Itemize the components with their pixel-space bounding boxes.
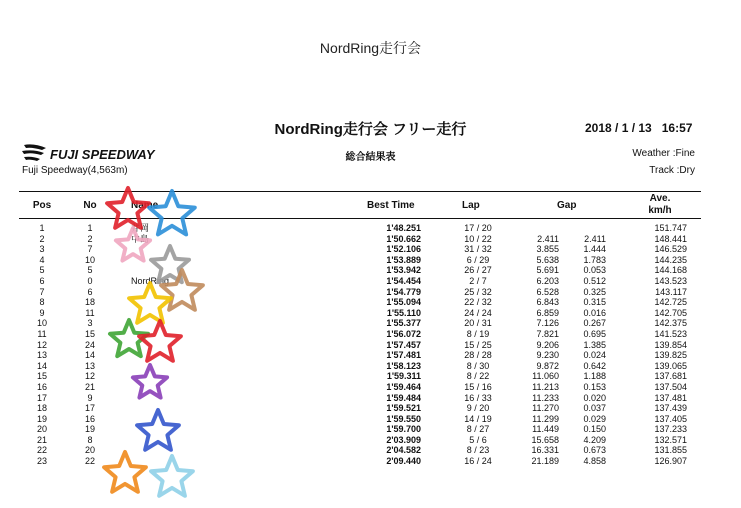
cell-ave-speed: 131.855 bbox=[654, 445, 687, 456]
cell-gap-leader: 9.206 bbox=[536, 339, 559, 350]
cell-pos: 8 bbox=[39, 297, 45, 308]
results-table bbox=[19, 191, 701, 467]
cell-gap-leader: 11.060 bbox=[532, 371, 559, 382]
cell-pos: 13 bbox=[36, 350, 47, 361]
cell-gap-leader: 6.843 bbox=[536, 297, 559, 308]
cell-ave-speed: 137.233 bbox=[654, 424, 687, 435]
cell-no: 21 bbox=[84, 381, 95, 392]
header-ave-unit: km/h bbox=[648, 205, 672, 216]
cell-gap-leader: 7.821 bbox=[536, 328, 559, 339]
cell-no: 11 bbox=[85, 307, 95, 318]
cell-lap: 8 / 19 bbox=[466, 328, 490, 339]
header-ave bbox=[635, 193, 685, 217]
cell-pos: 1 bbox=[39, 223, 45, 233]
cell-gap-leader: 2.411 bbox=[537, 233, 559, 244]
cell-ave-speed: 144.235 bbox=[654, 254, 687, 265]
cell-pos: 4 bbox=[39, 254, 45, 265]
cell-best-time: 2'04.582 bbox=[386, 445, 421, 456]
cell-gap-previous: 0.695 bbox=[583, 328, 606, 339]
cell-pos: 6 bbox=[39, 275, 45, 286]
cell-no: 18 bbox=[84, 297, 95, 308]
cell-no: 13 bbox=[84, 360, 95, 371]
cell-no: 8 bbox=[87, 434, 93, 445]
cell-pos: 22 bbox=[36, 445, 47, 456]
cell-gap-previous: 0.150 bbox=[583, 424, 606, 435]
table-row bbox=[19, 223, 701, 234]
cell-no: 22 bbox=[84, 456, 95, 467]
cell-pos: 3 bbox=[39, 244, 45, 255]
track-name: Fuji Speedway(4,563m) bbox=[22, 165, 128, 176]
cell-lap: 22 / 32 bbox=[464, 297, 492, 308]
cell-gap-leader: 6.203 bbox=[536, 275, 559, 286]
cell-gap-previous: 0.315 bbox=[583, 297, 606, 308]
cell-best-time: 1'57.457 bbox=[386, 339, 421, 350]
cell-ave-speed: 132.571 bbox=[654, 434, 687, 445]
track-condition-label: Track :Dry bbox=[649, 165, 695, 176]
header-pos: Pos bbox=[32, 200, 52, 211]
table-row bbox=[19, 361, 701, 372]
cell-lap: 15 / 16 bbox=[464, 381, 492, 392]
logo-text: FUJI SPEEDWAY bbox=[50, 147, 155, 162]
cell-ave-speed: 137.405 bbox=[654, 413, 687, 424]
header-name: Name bbox=[131, 200, 159, 211]
table-row bbox=[19, 265, 701, 276]
cell-gap-leader: 11.449 bbox=[532, 424, 559, 435]
table-row bbox=[19, 393, 701, 404]
cell-gap-leader: 6.859 bbox=[536, 307, 559, 318]
cell-lap: 5 / 6 bbox=[469, 434, 487, 445]
cell-pos: 20 bbox=[36, 424, 47, 435]
cell-no: 7 bbox=[87, 244, 93, 255]
table-row bbox=[19, 382, 701, 393]
cell-ave-speed: 146.529 bbox=[654, 244, 687, 255]
header-gap: Gap bbox=[557, 200, 577, 211]
cell-ave-speed: 144.168 bbox=[654, 265, 687, 276]
cell-no: 15 bbox=[84, 328, 95, 339]
table-row bbox=[19, 297, 701, 308]
table-row bbox=[19, 456, 701, 467]
cell-best-time: 1'58.123 bbox=[386, 360, 421, 371]
cell-best-time: 1'59.700 bbox=[386, 424, 421, 435]
cell-lap: 8 / 30 bbox=[466, 360, 490, 371]
cell-no: 1 bbox=[87, 223, 93, 233]
cell-pos: 15 bbox=[36, 371, 47, 382]
cell-best-time: 1'55.110 bbox=[386, 307, 421, 318]
table-row bbox=[19, 340, 701, 351]
table-row bbox=[19, 424, 701, 435]
cell-ave-speed: 142.375 bbox=[654, 318, 687, 329]
cell-ave-speed: 142.705 bbox=[654, 307, 687, 318]
weather-label: Weather :Fine bbox=[632, 148, 695, 159]
cell-ave-speed: 142.725 bbox=[654, 297, 687, 308]
cell-no: 9 bbox=[87, 392, 93, 403]
cell-lap: 17 / 20 bbox=[464, 223, 492, 233]
cell-name: 中島 bbox=[131, 233, 150, 244]
cell-pos: 5 bbox=[39, 265, 45, 276]
cell-best-time: 1'56.072 bbox=[386, 328, 421, 339]
cell-lap: 31 / 32 bbox=[464, 244, 492, 255]
cell-gap-leader: 9.230 bbox=[536, 350, 559, 361]
cell-lap: 9 / 20 bbox=[466, 403, 490, 414]
cell-gap-previous: 0.020 bbox=[583, 392, 606, 403]
cell-gap-leader: 6.528 bbox=[536, 286, 559, 297]
document-subtitle: 総合結果表 bbox=[345, 152, 396, 163]
table-row bbox=[19, 308, 701, 319]
cell-lap: 8 / 22 bbox=[466, 371, 490, 382]
cell-best-time: 1'59.550 bbox=[386, 413, 421, 424]
cell-lap: 25 / 32 bbox=[464, 286, 492, 297]
cell-no: 3 bbox=[87, 318, 93, 329]
page-header: NordRing走行会 bbox=[319, 40, 422, 56]
cell-best-time: 2'03.909 bbox=[386, 434, 421, 445]
cell-pos: 11 bbox=[37, 328, 47, 339]
cell-best-time: 2'09.440 bbox=[386, 456, 421, 467]
cell-gap-previous: 0.016 bbox=[583, 307, 606, 318]
header-no: No bbox=[83, 200, 97, 211]
cell-lap: 8 / 27 bbox=[466, 424, 490, 435]
cell-pos: 16 bbox=[36, 381, 47, 392]
table-row bbox=[19, 318, 701, 329]
document-datetime: 2018 / 1 / 13 16:57 bbox=[585, 121, 693, 135]
cell-no: 10 bbox=[84, 254, 95, 265]
cell-lap: 2 / 7 bbox=[469, 275, 487, 286]
cell-gap-previous: 0.053 bbox=[583, 265, 606, 276]
table-row bbox=[19, 445, 701, 456]
header-best-time: Best Time bbox=[367, 200, 415, 211]
cell-lap: 8 / 23 bbox=[466, 445, 490, 456]
table-row bbox=[19, 350, 701, 361]
table-header bbox=[19, 191, 701, 219]
cell-gap-previous: 1.444 bbox=[583, 244, 606, 255]
cell-best-time: 1'53.889 bbox=[386, 254, 421, 265]
cell-gap-previous: 0.512 bbox=[583, 275, 606, 286]
cell-ave-speed: 137.481 bbox=[654, 392, 687, 403]
cell-gap-leader: 11.233 bbox=[532, 392, 559, 403]
cell-gap-previous: 1.783 bbox=[583, 254, 606, 265]
cell-gap-previous: 0.267 bbox=[583, 318, 606, 329]
table-row bbox=[19, 414, 701, 425]
table-row bbox=[19, 234, 701, 245]
cell-lap: 15 / 25 bbox=[464, 339, 492, 350]
table-row bbox=[19, 276, 701, 287]
cell-best-time: 1'59.484 bbox=[386, 392, 421, 403]
cell-gap-previous: 2.411 bbox=[584, 233, 606, 244]
cell-gap-previous: 0.029 bbox=[583, 413, 606, 424]
cell-name: 井岡 bbox=[131, 223, 150, 233]
cell-ave-speed: 137.439 bbox=[654, 403, 687, 414]
cell-lap: 20 / 31 bbox=[464, 318, 492, 329]
table-row bbox=[19, 255, 701, 266]
cell-lap: 26 / 27 bbox=[464, 265, 492, 276]
cell-name: NordRing bbox=[131, 275, 170, 286]
cell-gap-previous: 0.037 bbox=[583, 403, 606, 414]
cell-pos: 21 bbox=[36, 434, 47, 445]
cell-ave-speed: 141.523 bbox=[654, 328, 687, 339]
cell-gap-leader: 3.855 bbox=[536, 244, 559, 255]
cell-best-time: 1'55.377 bbox=[386, 318, 421, 329]
cell-pos: 18 bbox=[36, 403, 47, 414]
cell-ave-speed: 139.854 bbox=[654, 339, 687, 350]
cell-gap-leader: 16.331 bbox=[531, 445, 559, 456]
cell-ave-speed: 139.065 bbox=[654, 360, 687, 371]
cell-best-time: 1'52.106 bbox=[386, 244, 421, 255]
cell-ave-speed: 137.681 bbox=[654, 371, 687, 382]
cell-gap-leader: 11.270 bbox=[532, 403, 559, 414]
cell-best-time: 1'59.521 bbox=[386, 403, 421, 414]
cell-lap: 6 / 29 bbox=[466, 254, 490, 265]
cell-ave-speed: 143.523 bbox=[654, 275, 687, 286]
cell-no: 5 bbox=[87, 265, 93, 276]
cell-gap-previous: 4.209 bbox=[583, 434, 606, 445]
cell-pos: 17 bbox=[36, 392, 47, 403]
cell-no: 16 bbox=[84, 413, 95, 424]
cell-best-time: 1'54.779 bbox=[386, 286, 421, 297]
cell-gap-previous: 0.153 bbox=[583, 381, 606, 392]
cell-gap-leader: 7.126 bbox=[536, 318, 559, 329]
table-body bbox=[19, 223, 701, 467]
table-row bbox=[19, 435, 701, 446]
cell-gap-previous: 0.325 bbox=[583, 286, 606, 297]
cell-lap: 24 / 24 bbox=[464, 307, 492, 318]
cell-best-time: 1'48.251 bbox=[386, 223, 421, 233]
table-row bbox=[19, 403, 701, 414]
cell-pos: 19 bbox=[36, 413, 47, 424]
cell-pos: 14 bbox=[36, 360, 47, 371]
cell-ave-speed: 137.504 bbox=[654, 381, 687, 392]
cell-best-time: 1'53.942 bbox=[386, 265, 421, 276]
cell-no: 12 bbox=[84, 371, 95, 382]
cell-lap: 28 / 28 bbox=[464, 350, 492, 361]
cell-ave-speed: 148.441 bbox=[654, 233, 687, 244]
table-row bbox=[19, 287, 701, 298]
cell-gap-previous: 0.673 bbox=[583, 445, 606, 456]
cell-best-time: 1'57.481 bbox=[386, 350, 421, 361]
cell-best-time: 1'55.094 bbox=[386, 297, 421, 308]
cell-no: 6 bbox=[87, 286, 93, 297]
cell-ave-speed: 139.825 bbox=[654, 350, 687, 361]
cell-best-time: 1'59.311 bbox=[386, 371, 421, 382]
cell-lap: 16 / 33 bbox=[464, 392, 492, 403]
cell-gap-leader: 9.872 bbox=[536, 360, 559, 371]
cell-best-time: 1'59.464 bbox=[386, 381, 421, 392]
header-ave-label: Ave. bbox=[649, 193, 671, 204]
cell-gap-previous: 1.385 bbox=[583, 339, 606, 350]
cell-pos: 7 bbox=[39, 286, 45, 297]
cell-gap-previous: 1.188 bbox=[583, 371, 606, 382]
cell-gap-leader: 21.189 bbox=[531, 456, 559, 467]
cell-pos: 10 bbox=[36, 318, 47, 329]
cell-no: 20 bbox=[84, 445, 95, 456]
cell-no: 0 bbox=[87, 275, 93, 286]
cell-no: 24 bbox=[84, 339, 95, 350]
table-row bbox=[19, 371, 701, 382]
cell-gap-previous: 4.858 bbox=[583, 456, 606, 467]
cell-gap-leader: 15.658 bbox=[531, 434, 559, 445]
cell-ave-speed: 143.117 bbox=[655, 286, 687, 297]
cell-no: 17 bbox=[84, 403, 95, 414]
cell-gap-previous: 0.024 bbox=[583, 350, 606, 361]
cell-pos: 2 bbox=[39, 233, 45, 244]
cell-gap-leader: 11.299 bbox=[532, 413, 559, 424]
table-row bbox=[19, 329, 701, 340]
header-lap: Lap bbox=[462, 200, 480, 211]
cell-ave-speed: 151.747 bbox=[654, 223, 687, 233]
cell-pos: 9 bbox=[39, 307, 45, 318]
cell-lap: 16 / 24 bbox=[464, 456, 492, 467]
cell-lap: 10 / 22 bbox=[464, 233, 492, 244]
cell-pos: 12 bbox=[36, 339, 47, 350]
cell-gap-leader: 11.213 bbox=[532, 381, 559, 392]
cell-lap: 14 / 19 bbox=[464, 413, 492, 424]
cell-no: 2 bbox=[87, 233, 93, 244]
document-title: NordRing走行会 フリー走行 bbox=[274, 121, 467, 138]
cell-gap-leader: 5.638 bbox=[536, 254, 559, 265]
cell-pos: 23 bbox=[36, 456, 47, 467]
cell-best-time: 1'54.454 bbox=[386, 275, 421, 286]
cell-no: 14 bbox=[84, 350, 95, 361]
cell-no: 19 bbox=[84, 424, 95, 435]
cell-gap-leader: 5.691 bbox=[536, 265, 559, 276]
cell-gap-previous: 0.642 bbox=[583, 360, 606, 371]
cell-best-time: 1'50.662 bbox=[386, 233, 421, 244]
cell-ave-speed: 126.907 bbox=[654, 456, 687, 467]
table-row bbox=[19, 244, 701, 255]
